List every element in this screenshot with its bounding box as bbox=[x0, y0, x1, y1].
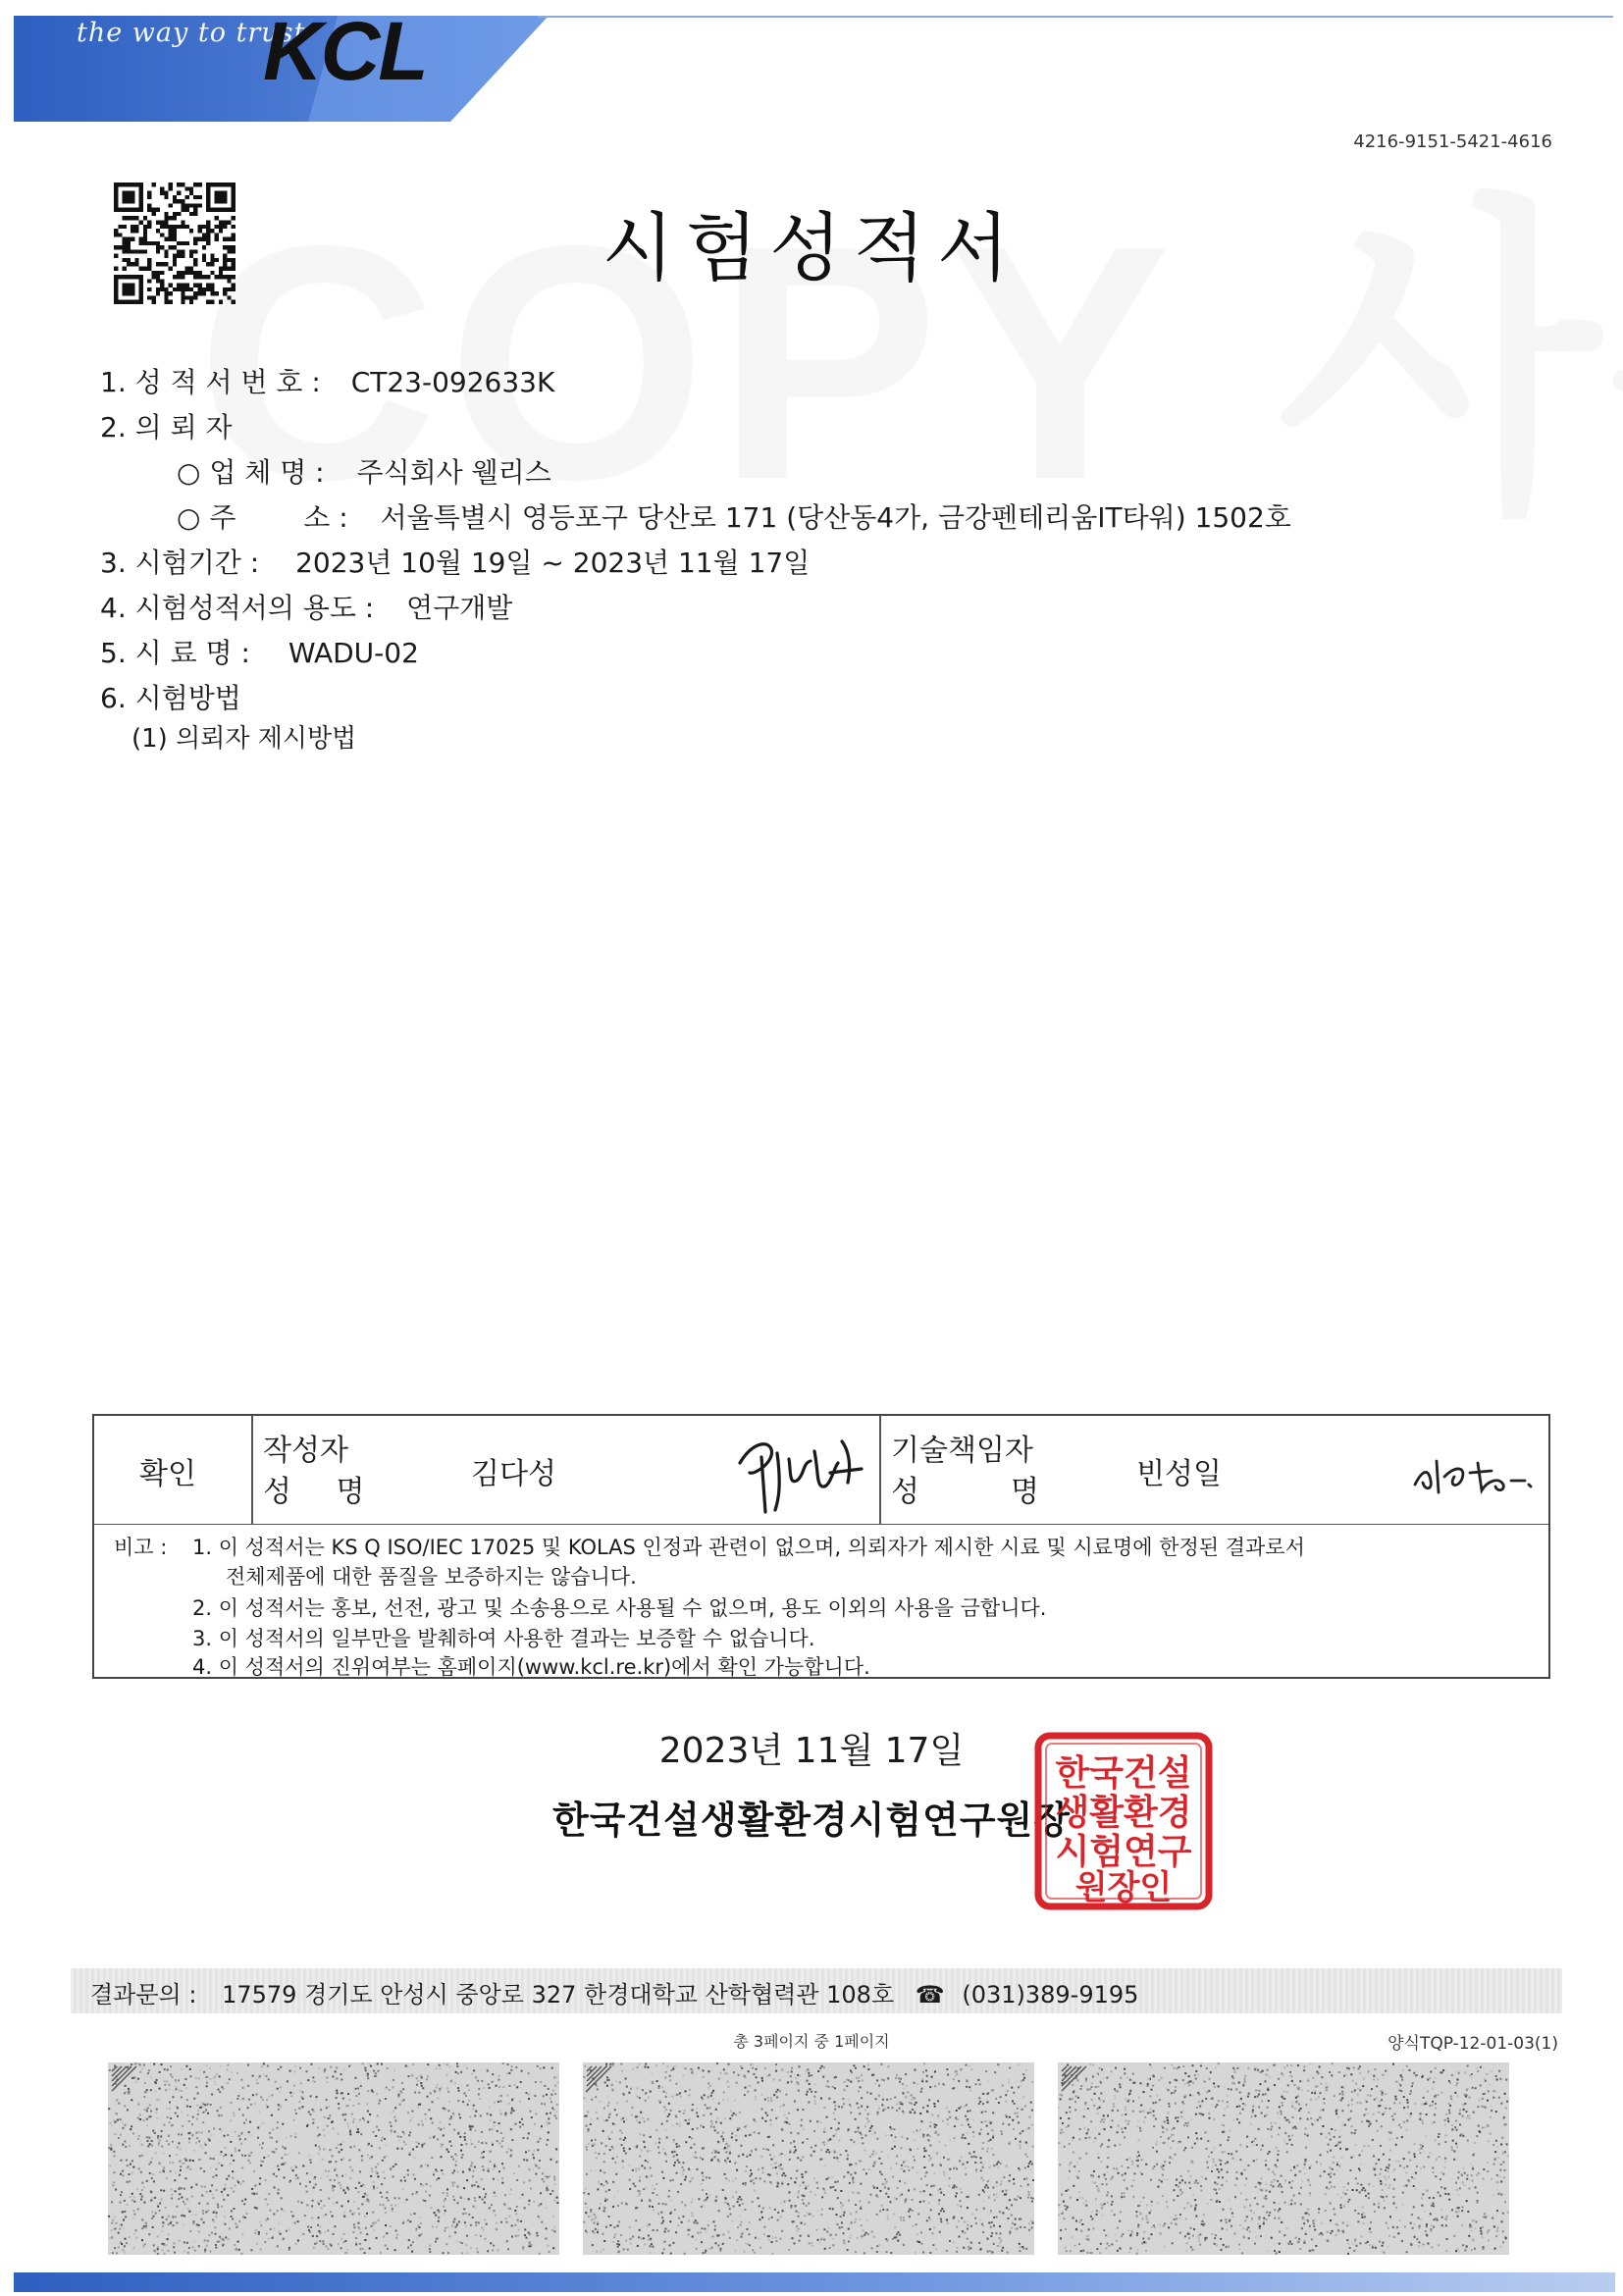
contact-phone: (031)389-9195 bbox=[962, 1981, 1139, 2009]
field-report-number bbox=[100, 361, 554, 400]
field-label: 5. 시 료 명 : bbox=[100, 637, 250, 669]
seal-line-2: 생활환경 bbox=[1055, 1793, 1192, 1833]
security-pattern bbox=[1058, 2062, 1509, 2255]
seal-line-3: 시험연구 bbox=[1055, 1832, 1192, 1872]
remark-4: 4. 이 성적서의 진위여부는 홈페이지(www.kcl.re.kr)에서 확인 가능합니다. bbox=[192, 1655, 870, 1679]
signoff-table bbox=[92, 1414, 1550, 1679]
document-title: 시험성적서 bbox=[602, 204, 1021, 291]
seal-line-1: 한국건설 bbox=[1055, 1753, 1192, 1794]
security-pattern bbox=[583, 2062, 1034, 2255]
field-purpose bbox=[100, 587, 512, 626]
field-label: ○ 주 bbox=[177, 501, 236, 534]
remark-2: 2. 이 성적서는 홍보, 선전, 광고 및 소송용으로 사용될 수 없으며, 용도 이외의 사용을 금합니다. bbox=[192, 1596, 1047, 1620]
field-label: 4. 시험성적서의 용도 : bbox=[100, 592, 375, 624]
issue-date: 2023년 11월 17일 bbox=[658, 1731, 965, 1771]
address-value: 서울특별시 영등포구 당산로 171 (당산동4가, 금강펜테리움IT타워) 1502호 bbox=[380, 501, 1291, 534]
field-label: ○ 업 체 명 : bbox=[177, 456, 325, 489]
field-label: 3. 시험기간 : bbox=[100, 547, 260, 579]
author-name-label: 성 명 bbox=[263, 1475, 383, 1509]
method-value: (1) 의뢰자 제시방법 bbox=[131, 724, 357, 754]
divider bbox=[879, 1416, 881, 1524]
remark-1: 1. 이 성적서는 KS Q ISO/IEC 17025 및 KOLAS 인정과 관련이 없으며, 의뢰자가 제시한 시료 및 시료명에 한정된 결과로서 bbox=[192, 1536, 1305, 1559]
kcl-logo: KCL bbox=[263, 5, 427, 97]
document-number: 4216-9151-5421-4616 bbox=[1353, 131, 1552, 152]
form-code: 양식TQP-12-01-03(1) bbox=[1387, 2034, 1558, 2054]
contact-address: 17579 경기도 안성시 중앙로 327 한경대학교 산학협력관 108호 bbox=[222, 1981, 895, 2009]
field-company bbox=[177, 451, 551, 491]
official-seal bbox=[1032, 1730, 1215, 1912]
period-value: 2023년 10월 19일 ~ 2023년 11월 17일 bbox=[295, 547, 811, 579]
field-label: 6. 시험방법 bbox=[100, 682, 241, 714]
field-label: 2. 의 뢰 자 bbox=[100, 411, 233, 444]
security-pattern bbox=[108, 2062, 559, 2255]
field-method bbox=[100, 677, 241, 716]
field-label: 1. 성 적 서 번 호 : bbox=[100, 366, 321, 398]
page-count: 총 3페이지 중 1페이지 bbox=[733, 2032, 890, 2051]
tech-manager-name: 빈성일 bbox=[1136, 1457, 1222, 1491]
footer-color-bar bbox=[14, 2272, 1615, 2292]
sample-value: WADU-02 bbox=[288, 637, 419, 669]
field-label: 소 : bbox=[303, 501, 348, 534]
remark-1-cont: 전체제품에 대한 품질을 보증하지는 않습니다. bbox=[226, 1565, 637, 1589]
remarks-label: 비고 : bbox=[114, 1536, 168, 1559]
header-rule bbox=[538, 16, 1613, 18]
field-address bbox=[177, 496, 1291, 536]
field-client bbox=[100, 406, 233, 445]
purpose-value: 연구개발 bbox=[406, 592, 513, 624]
company-value: 주식회사 웰리스 bbox=[356, 456, 551, 489]
report-number-value: CT23-092633K bbox=[350, 366, 555, 398]
seal-line-4: 원장인 bbox=[1074, 1868, 1173, 1907]
field-sample bbox=[100, 632, 419, 671]
field-period bbox=[100, 542, 810, 581]
contact-info bbox=[90, 1975, 1138, 2009]
tech-manager-signature bbox=[1409, 1451, 1537, 1500]
issuer-name: 한국건설생활환경시험연구원장 bbox=[552, 1799, 1071, 1842]
author-name: 김다성 bbox=[471, 1457, 556, 1491]
divider bbox=[251, 1416, 253, 1524]
phone-icon: ☎ bbox=[915, 1981, 945, 2009]
author-signature bbox=[732, 1424, 869, 1518]
tagline: the way to trust bbox=[77, 18, 306, 48]
author-label: 작성자 bbox=[263, 1434, 348, 1468]
tech-name-label-2: 명 bbox=[1011, 1475, 1039, 1509]
remark-3: 3. 이 성적서의 일부만을 발췌하여 사용한 결과는 보증할 수 없습니다. bbox=[192, 1627, 815, 1650]
tech-manager-label: 기술책임자 bbox=[891, 1434, 1033, 1468]
confirm-label: 확인 bbox=[139, 1457, 196, 1491]
contact-label: 결과문의 : bbox=[90, 1981, 197, 2009]
tech-name-label-1: 성 bbox=[891, 1475, 919, 1509]
signature-row bbox=[94, 1416, 1548, 1525]
